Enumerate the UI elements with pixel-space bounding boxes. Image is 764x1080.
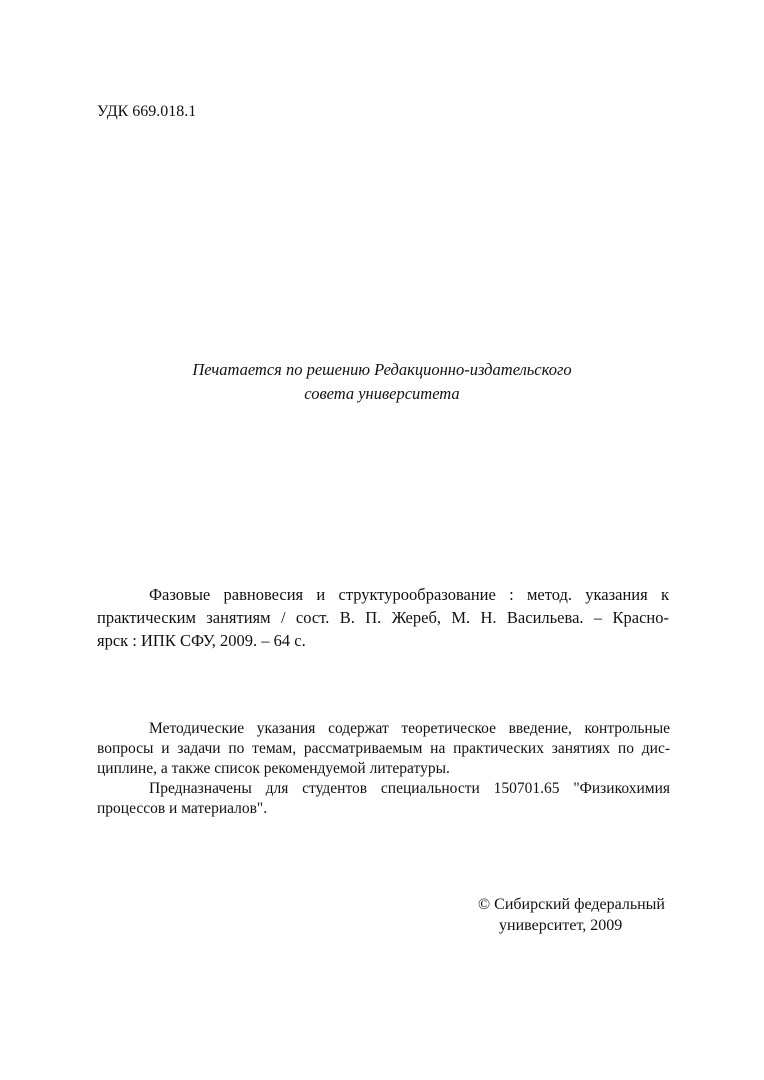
copyright-notice (478, 894, 665, 936)
approval-line-1: Печатается по решению Редакционно-издательского (192, 360, 572, 379)
abstract-p2-line-2: процессов и материалов". (97, 800, 268, 817)
copyright-line-1: © Сибирский федеральный (478, 896, 665, 913)
bib-line-2: практическим занятиям / сост. В. П. Жереб, М. Н. Васильева. – Красно- (97, 608, 669, 627)
publication-approval (97, 358, 667, 406)
abstract (97, 719, 670, 819)
abstract-p1-line-1: Методические указания содержат теоретическое введение, контрольные (149, 720, 670, 737)
bibliographic-description (97, 583, 669, 652)
abstract-p2-line-1: Предназначены для студентов специальности 150701.65 "Физикохимия (149, 780, 670, 797)
bib-line-1: Фазовые равновесия и структурообразование : метод. указания к (149, 585, 669, 604)
copyright-line-2: университет, 2009 (499, 917, 623, 934)
approval-line-2: совета университета (304, 384, 460, 403)
udk-code: УДК 669.018.1 (97, 103, 197, 120)
abstract-p1-line-3: циплине, а также список рекомендуемой литературы. (97, 760, 450, 777)
abstract-p1-line-2: вопросы и задачи по темам, рассматриваемым на практических занятиях по дис- (97, 740, 670, 757)
bib-line-3: ярск : ИПК СФУ, 2009. – 64 с. (97, 631, 306, 650)
